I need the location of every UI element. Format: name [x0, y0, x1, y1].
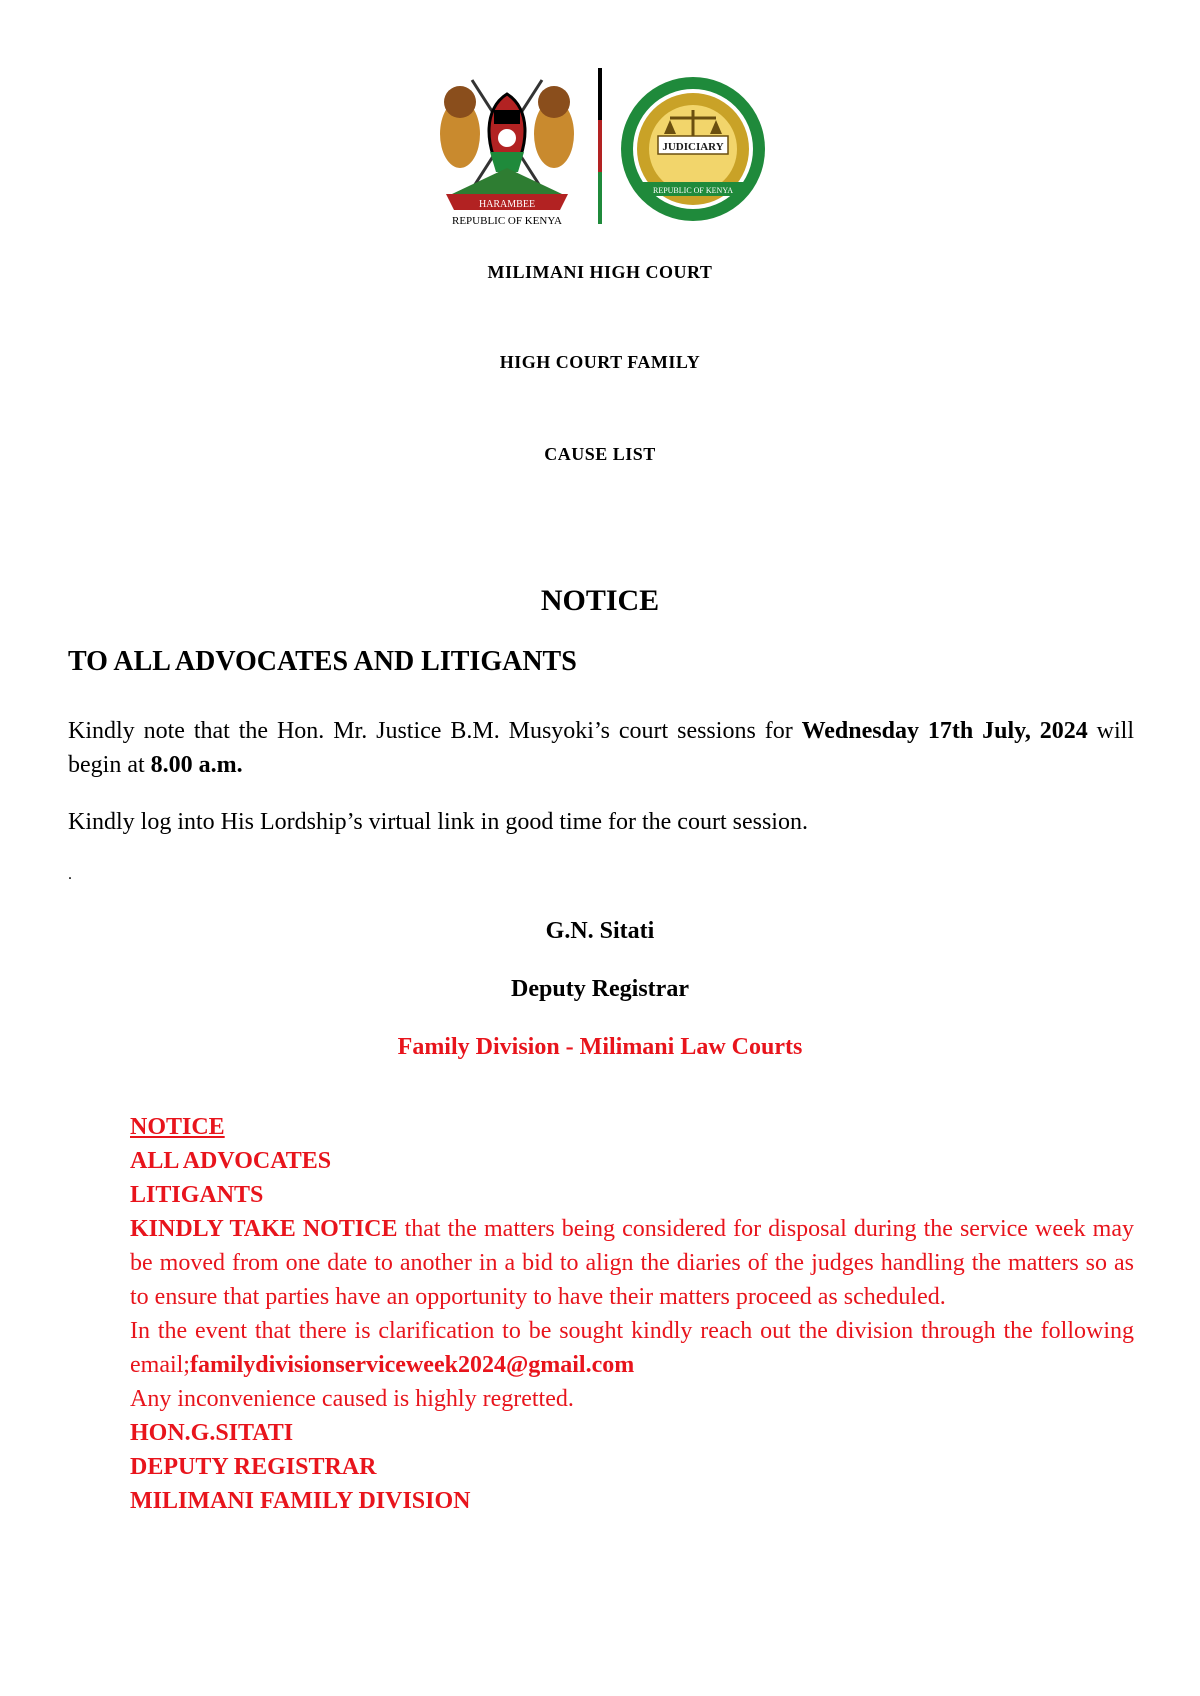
red-notice-body-text: that the matters being considered for disposal during the service week may be moved from one date to another in a bid to align the diaries of the judges handling the matters so as to ensure that parties have an opportunity to have their matters proceed as scheduled.	[130, 1216, 1135, 1310]
red-notice-regret: Any inconvenience caused is highly regretted.	[130, 1386, 574, 1412]
red-notice-sign-office: MILIMANI FAMILY DIVISION	[130, 1488, 471, 1514]
para1-text: Kindly note that the Hon. Mr. Justice B.M. Musyoki’s court sessions for	[68, 718, 802, 744]
red-notice-contact-text: In the event that there is clarification to be sought kindly reach out the division through the following email;	[130, 1318, 1134, 1378]
coat-of-arms-motto: HARAMBEE	[478, 199, 536, 210]
signatory-name: G.N. Sitati	[545, 918, 655, 944]
judiciary-seal-caption: REPUBLIC OF KENYA	[652, 186, 734, 195]
stray-dot: .	[68, 866, 72, 883]
para1-text-2: will begin at	[68, 718, 1134, 778]
notice-paragraph-2: Kindly log into His Lordship’s virtual link in good time for the court session.	[68, 809, 808, 835]
kenya-flag-divider	[598, 68, 602, 224]
judiciary-seal-icon	[618, 74, 768, 224]
header-logos	[420, 64, 780, 228]
signatory-office: Family Division - Milimani Law Courts	[397, 1034, 803, 1060]
coat-of-arms-caption: REPUBLIC OF KENYA	[451, 215, 563, 227]
red-notice-heading: NOTICE	[130, 1114, 225, 1140]
session-date: Wednesday 17th July, 2024	[801, 718, 1088, 744]
red-notice-sign-title: DEPUTY REGISTRAR	[130, 1454, 377, 1480]
kenya-coat-of-arms-icon	[432, 76, 582, 228]
session-time: 8.00 a.m.	[150, 752, 243, 778]
court-name: MILIMANI HIGH COURT	[487, 262, 713, 282]
notice-paragraph-1	[68, 714, 1134, 782]
cause-list-label: CAUSE LIST	[544, 444, 656, 464]
red-notice-sign-name: HON.G.SITATI	[130, 1420, 294, 1446]
judiciary-seal-label: JUDICIARY	[662, 141, 724, 153]
red-notice-body	[130, 1212, 1134, 1314]
signatory-title: Deputy Registrar	[511, 976, 689, 1002]
notice-addressee: TO ALL ADVOCATES AND LITIGANTS	[68, 646, 577, 677]
contact-email: familydivisionserviceweek2024@gmail.com	[189, 1352, 635, 1378]
division-name: HIGH COURT FAMILY	[499, 352, 701, 372]
red-notice-block	[130, 1110, 1134, 1518]
red-notice-line-advocates: ALL ADVOCATES	[130, 1148, 332, 1174]
red-notice-lead: KINDLY TAKE NOTICE	[130, 1216, 398, 1242]
red-notice-contact	[130, 1314, 1134, 1382]
notice-title: NOTICE	[540, 584, 660, 617]
red-notice-line-litigants: LITIGANTS	[130, 1182, 264, 1208]
